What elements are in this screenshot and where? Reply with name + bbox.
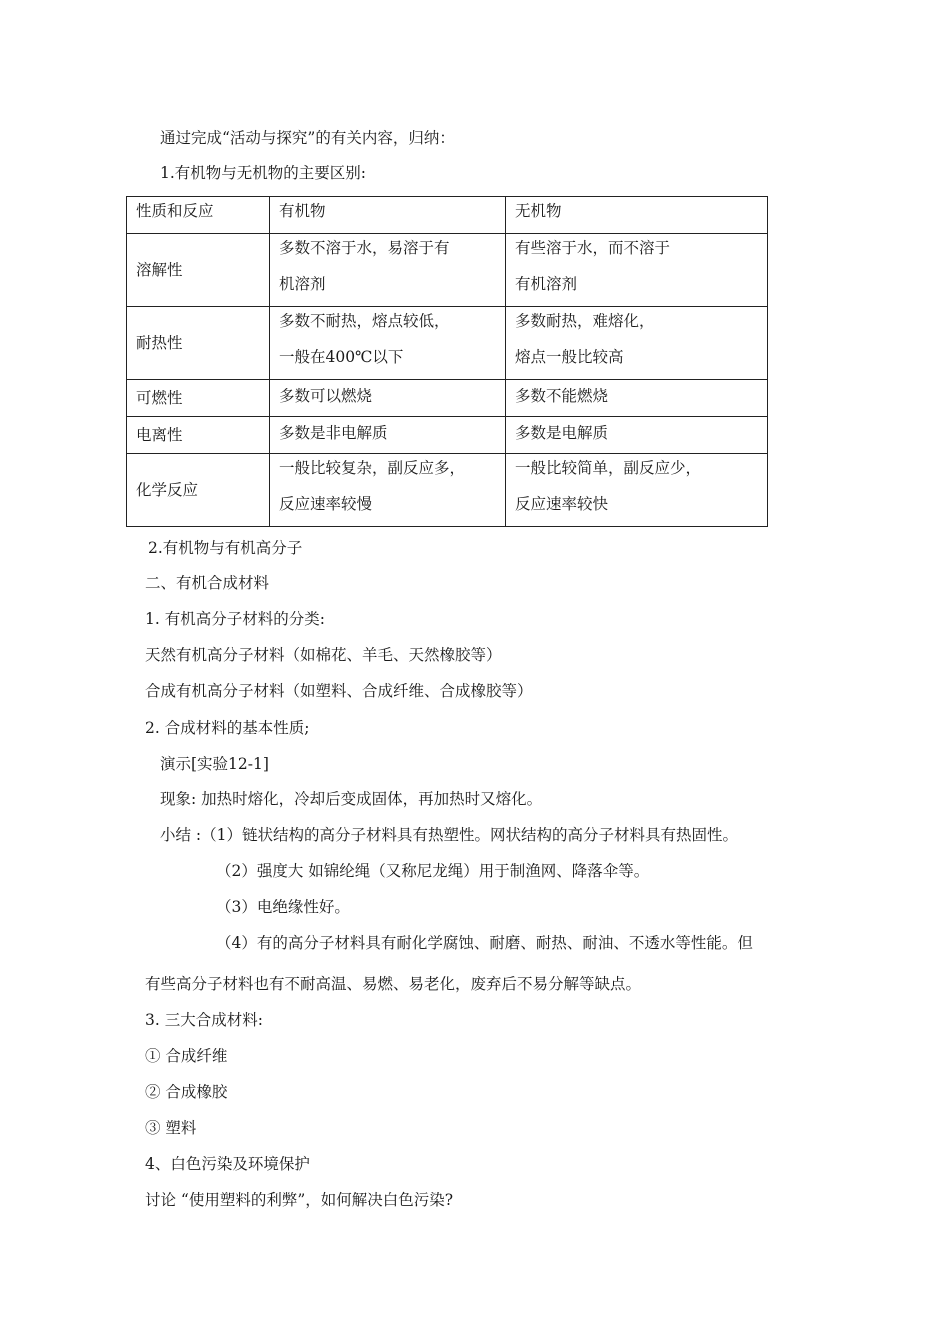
table-row	[127, 454, 768, 527]
part2-heading: 二、有机合成材料	[145, 574, 270, 592]
section2-title: 2.有机物与有机高分子	[148, 539, 303, 557]
inorganic-cell: 多数是电解质	[506, 417, 768, 454]
classification-title: 1. 有机高分子材料的分类:	[145, 610, 325, 628]
table-row	[127, 417, 768, 454]
property-cell: 可燃性	[127, 380, 270, 417]
phenomenon-text: 现象: 加热时熔化，冷却后变成固体，再加热时又熔化。	[160, 790, 543, 808]
section1-title: 1.有机物与无机物的主要区别:	[160, 164, 367, 182]
property-cell: 化学反应	[127, 454, 270, 527]
discussion-text: 讨论 “使用塑料的利弊”，如何解决白色污染?	[145, 1191, 454, 1209]
header-cell: 无机物	[506, 197, 768, 234]
pollution-title: 4、白色污染及环境保护	[145, 1155, 310, 1173]
summary-line-4-continued: 有些高分子材料也有不耐高温、易燃、易老化，废弃后不易分解等缺点。	[145, 975, 642, 993]
summary-line-3: （3）电绝缘性好。	[216, 898, 350, 916]
header-cell: 性质和反应	[127, 197, 270, 234]
list-item: ① 合成纤维	[145, 1047, 228, 1065]
intro-text: 通过完成“活动与探究”的有关内容，归纳：	[160, 129, 455, 147]
property-cell: 电离性	[127, 417, 270, 454]
demo-text: 演示[实验12-1]	[160, 755, 269, 773]
organic-cell: 多数可以燃烧	[270, 380, 506, 417]
synthetic-materials-text: 合成有机高分子材料（如塑料、合成纤维、合成橡胶等）	[145, 682, 533, 700]
inorganic-cell: 一般比较简单，副反应少， 反应速率较快	[506, 454, 768, 527]
list-item: ③ 塑料	[145, 1119, 197, 1137]
organic-cell: 一般比较复杂，副反应多， 反应速率较慢	[270, 454, 506, 527]
organic-cell: 多数是非电解质	[270, 417, 506, 454]
summary-line-4: （4）有的高分子材料具有耐化学腐蚀、耐磨、耐热、耐油、不透水等性能。但	[216, 934, 753, 952]
property-cell: 耐热性	[127, 307, 270, 380]
organic-cell: 多数不耐热，熔点较低， 一般在400℃以下	[270, 307, 506, 380]
three-materials-title: 3. 三大合成材料:	[145, 1011, 263, 1029]
inorganic-cell: 多数耐热，难熔化， 熔点一般比较高	[506, 307, 768, 380]
summary-line-1: 小结 :（1）链状结构的高分子材料具有热塑性。网状结构的高分子材料具有热固性。	[160, 826, 739, 844]
inorganic-cell: 多数不能燃烧	[506, 380, 768, 417]
inorganic-cell: 有些溶于水，而不溶于 有机溶剂	[506, 234, 768, 307]
property-cell: 溶解性	[127, 234, 270, 307]
organic-cell: 多数不溶于水，易溶于有 机溶剂	[270, 234, 506, 307]
list-item: ② 合成橡胶	[145, 1083, 228, 1101]
table-row	[127, 380, 768, 417]
natural-materials-text: 天然有机高分子材料（如棉花、羊毛、天然橡胶等）	[145, 646, 502, 664]
table-row	[127, 307, 768, 380]
comparison-table	[126, 196, 768, 527]
header-cell: 有机物	[270, 197, 506, 234]
table-header-row	[127, 197, 768, 234]
properties-title: 2. 合成材料的基本性质;	[145, 719, 310, 737]
table-row	[127, 234, 768, 307]
summary-line-2: （2）强度大 如锦纶绳（又称尼龙绳）用于制渔网、降落伞等。	[216, 862, 650, 880]
